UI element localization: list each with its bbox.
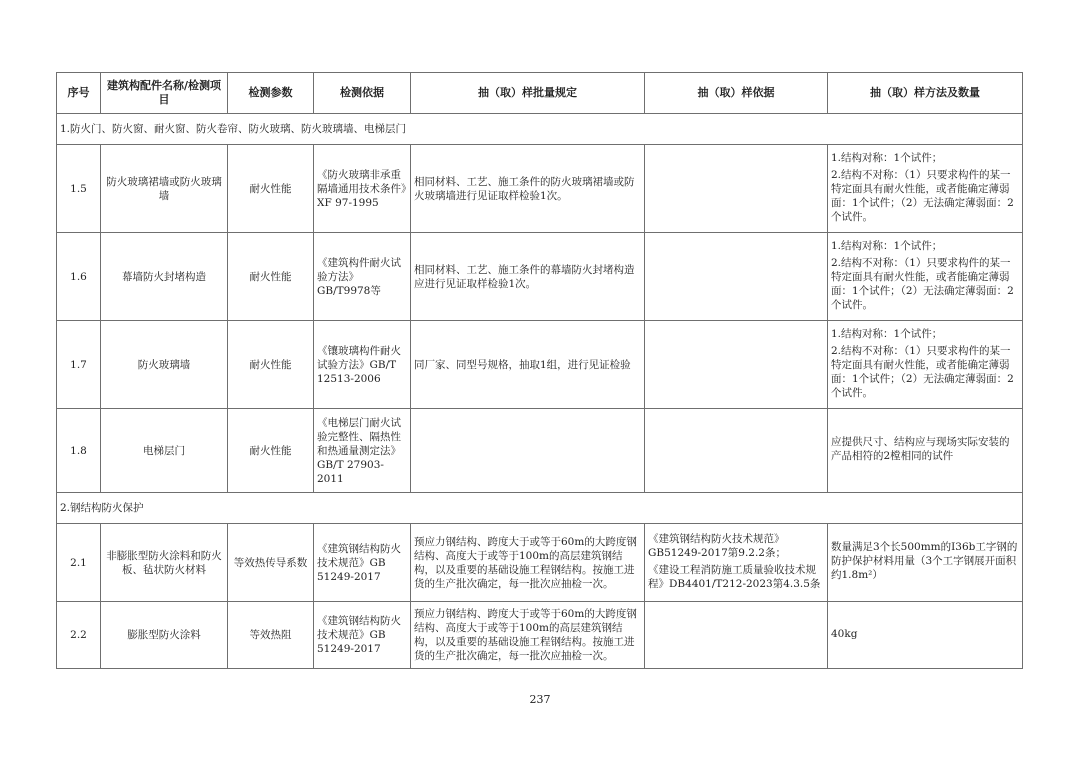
table-row	[57, 145, 1023, 233]
cell-no: 2.1	[57, 524, 101, 602]
header-name: 建筑构配件名称/检测项目	[101, 73, 228, 114]
cell-param: 等效热传导系数	[228, 524, 314, 602]
cell-batch	[411, 409, 645, 493]
cell-method	[828, 602, 1023, 669]
cell-batch: 同厂家、同型号规格，抽取1组，进行见证检验	[411, 321, 645, 409]
cell-basis: 《电梯层门耐火试验完整性、隔热性和热通量测定法》GB/T 27903-2011	[314, 409, 411, 493]
cell-no: 2.2	[57, 602, 101, 669]
method-line: 1.结构对称：1个试件；	[831, 327, 943, 340]
cell-param: 耐火性能	[228, 145, 314, 233]
header-batch: 抽（取）样批量规定	[411, 73, 645, 114]
cell-method	[828, 321, 1023, 409]
method-line: 40kg	[831, 627, 858, 640]
cell-basis: 《镶玻璃构件耐火试验方法》GB/T 12513-2006	[314, 321, 411, 409]
cell-param: 耐火性能	[228, 321, 314, 409]
section-row	[57, 493, 1023, 524]
cell-param: 耐火性能	[228, 409, 314, 493]
cell-sample-basis	[645, 524, 828, 602]
cell-sample-basis	[645, 321, 828, 409]
cell-basis: 《建筑构件耐火试验方法》GB/T9978等	[314, 233, 411, 321]
cell-method	[828, 524, 1023, 602]
section-title: 2.钢结构防火保护	[57, 493, 1023, 524]
method-line: 1.结构对称：1个试件；	[831, 239, 943, 252]
sample-basis-line: 《建设工程消防施工质量验收技术规程》DB4401/T212-2023第4.3.5条	[648, 563, 821, 590]
header-row	[57, 73, 1023, 114]
header-no: 序号	[57, 73, 101, 114]
cell-batch: 预应力钢结构、跨度大于或等于60m的大跨度钢结构、高度大于或等于100m的高层建筑钢结构，以及重要的基础设施工程钢结构。按施工进货的生产批次确定，每一批次应抽检一次。	[411, 524, 645, 602]
cell-name: 电梯层门	[101, 409, 228, 493]
method-line: 1.结构对称：1个试件；	[831, 151, 943, 164]
cell-sample-basis	[645, 409, 828, 493]
cell-sample-basis	[645, 145, 828, 233]
cell-name: 幕墙防火封堵构造	[101, 233, 228, 321]
cell-name: 防火玻璃裙墙或防火玻璃墙	[101, 145, 228, 233]
header-param: 检测参数	[228, 73, 314, 114]
header-basis: 检测依据	[314, 73, 411, 114]
header-method: 抽（取）样方法及数量	[828, 73, 1023, 114]
method-line: 应提供尺寸、结构应与现场实际安装的产品相符的2樘相同的试件	[831, 436, 1010, 462]
method-line: 2.结构不对称：（1）只要求构件的某一特定面具有耐火性能，或者能确定薄弱面：1个试件；（2）无法确定薄弱面：2个试件。	[831, 168, 1014, 223]
cell-no: 1.5	[57, 145, 101, 233]
cell-sample-basis	[645, 602, 828, 669]
table-row	[57, 602, 1023, 669]
inspection-table	[56, 72, 1023, 669]
cell-batch: 相同材料、工艺、施工条件的防火玻璃裙墙或防火玻璃墙进行见证取样检验1次。	[411, 145, 645, 233]
cell-name: 防火玻璃墙	[101, 321, 228, 409]
cell-param: 耐火性能	[228, 233, 314, 321]
cell-method	[828, 409, 1023, 493]
cell-no: 1.7	[57, 321, 101, 409]
cell-no: 1.6	[57, 233, 101, 321]
cell-method	[828, 145, 1023, 233]
sample-basis-line: 《建筑钢结构防火技术规范》GB51249-2017第9.2.2条；	[648, 532, 786, 559]
table-row	[57, 321, 1023, 409]
cell-method	[828, 233, 1023, 321]
cell-sample-basis	[645, 233, 828, 321]
method-line: 2.结构不对称：（1）只要求构件的某一特定面具有耐火性能，或者能确定薄弱面：1个试件；（2）无法确定薄弱面：2个试件。	[831, 256, 1014, 311]
table-row	[57, 233, 1023, 321]
cell-basis: 《建筑钢结构防火技术规范》GB 51249-2017	[314, 524, 411, 602]
section-row	[57, 114, 1023, 145]
cell-name: 非膨胀型防火涂料和防火板、毡状防火材料	[101, 524, 228, 602]
cell-basis: 《防火玻璃非承重隔墙通用技术条件》XF 97-1995	[314, 145, 411, 233]
cell-basis: 《建筑钢结构防火技术规范》GB 51249-2017	[314, 602, 411, 669]
table-row	[57, 524, 1023, 602]
table-row	[57, 409, 1023, 493]
method-line: 数量满足3个长500mm的I36b工字钢的防护保护材料用量（3个工字钢展开面积约1.8m²）	[831, 541, 1018, 581]
cell-name: 膨胀型防火涂料	[101, 602, 228, 669]
method-line: 2.结构不对称：（1）只要求构件的某一特定面具有耐火性能，或者能确定薄弱面：1个试件；（2）无法确定薄弱面：2个试件。	[831, 344, 1014, 399]
cell-batch: 预应力钢结构、跨度大于或等于60m的大跨度钢结构、高度大于或等于100m的高层建筑钢结构，以及重要的基础设施工程钢结构。按施工进货的生产批次确定，每一批次应抽检一次。	[411, 602, 645, 669]
header-sample-basis: 抽（取）样依据	[645, 73, 828, 114]
cell-batch: 相同材料、工艺、施工条件的幕墙防火封堵构造应进行见证取样检验1次。	[411, 233, 645, 321]
section-title: 1.防火门、防火窗、耐火窗、防火卷帘、防火玻璃、防火玻璃墙、电梯层门	[57, 114, 1023, 145]
cell-param: 等效热阻	[228, 602, 314, 669]
cell-no: 1.8	[57, 409, 101, 493]
page-number: 237	[529, 693, 551, 706]
